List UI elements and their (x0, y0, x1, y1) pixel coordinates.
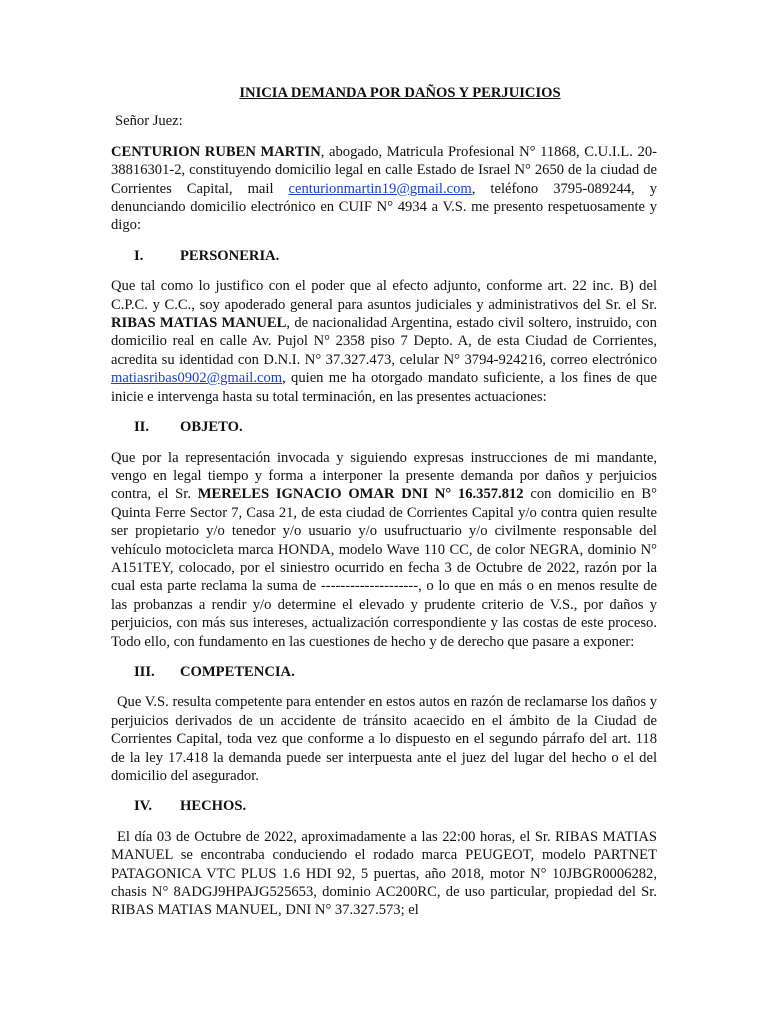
lawyer-email-link[interactable]: centurionmartin19@gmail.com (288, 180, 472, 197)
personeria-paragraph: Que tal como lo justifico con el poder que al efecto adjunto, conforme art. 22 inc. B) del C.P.C. y C.C., soy apoderado general para asuntos judiciales y administrativos del Sr. el Sr. RIBAS MATIAS MANUEL, de nacionalidad Argentina, estado civil soltero, instruido, con domicilio real en calle Av. Pujol N° 2358 piso 7 Depto. A, de esta Ciudad de Corrientes, acredita su identidad con D.N.I. N° 37.327.473, celular N° 3794-924216, correo electrónico matiasribas0902@gmail.com, quien me ha otorgado mandato suficiente, a los fines de que inicie e intervenga hasta su total terminación, en las presentes actuaciones: (111, 278, 657, 405)
defendant-name: MERELES IGNACIO OMAR DNI N° 16.357.812 (197, 486, 524, 503)
hechos-paragraph: El día 03 de Octubre de 2022, aproximadamente a las 22:00 horas, el Sr. RIBAS MATIAS MANUEL se encontraba conduciendo el rodado marca PEUGEOT, modelo PARTNET PATAGONICA VTC PLUS 1.6 HDI 92, 5 puertas, año 2018, motor N° 10JBGR0006282, chasis N° 8ADGJ9HPAJG525653, dominio AC200RC, de uso particular, propiedad del Sr. RIBAS MATIAS MANUEL, DNI N° 37.327.573; el (111, 828, 657, 919)
document-title: INICIA DEMANDA POR DAÑOS Y PERJUICIOS (239, 85, 561, 101)
intro-paragraph: CENTURION RUBEN MARTIN, abogado, Matricula Profesional N° 11868, C.U.I.L. 20-38816301-2, constituyendo domicilio legal en calle Estado de Israel N° 2650 de la ciudad de Corrientes Capital, mail centurionmartin19@gmail.com, teléfono 3795-089244, y denunciando domicilio electrónico en CUIF N° 4934 a V.S. me presento respetuosamente y digo: (111, 143, 657, 234)
section-heading-personeria: I. PERSONERIA. (134, 247, 280, 264)
salutation: Señor Juez: (115, 113, 183, 130)
client-email-link[interactable]: matiasribas0902@gmail.com (111, 370, 283, 387)
section-heading-hechos: IV. HECHOS. (134, 798, 247, 815)
section-heading-objeto: II. OBJETO. (134, 419, 243, 436)
lawyer-name: CENTURION RUBEN MARTIN (111, 143, 321, 160)
objeto-paragraph: Que por la representación invocada y siguiendo expresas instrucciones de mi mandante, vengo en legal tiempo y forma a interponer la presente demanda por daños y perjuicios contra, el Sr. MERELES IGNACIO OMAR DNI N° 16.357.812 con domicilio en B° Quinta Ferre Sector 7, Casa 21, de esta ciudad de Corrientes Capital y/o contra quien resulte ser propietario y/o tenedor y/o usuario y/o usufructuario y/o civilmente responsable del vehículo motocicleta marca HONDA, modelo Wave 110 CC, de color NEGRA, dominio N° A151TEY, colocado, por el siniestro ocurrido en fecha 3 de Octubre de 2022, razón por la cual esta parte reclama la suma de --------------------, o lo que en más o en menos resulte de las probanzas a rendir y/o determine el elevado y prudente criterio de V.S., por daños y perjuicios, con más sus intereses, actualización correspondiente y las costas de este proceso. Todo ello, con fundamento en las cuestiones de hecho y de derecho que pasare a exponer: (111, 449, 657, 650)
competencia-paragraph: Que V.S. resulta competente para entender en estos autos en razón de reclamarse los daños y perjuicios derivados de un accidente de tránsito acaecido en el ámbito de la Ciudad de Corrientes Capital, toda vez que conforme a lo dispuesto en el segundo párrafo del art. 118 de la ley 17.418 la demanda puede ser interpuesta ante el juez del lugar del hecho o el del domicilio del asegurador. (111, 694, 657, 784)
client-name: RIBAS MATIAS MANUEL (111, 315, 287, 332)
section-heading-competencia: III. COMPETENCIA. (134, 663, 295, 680)
